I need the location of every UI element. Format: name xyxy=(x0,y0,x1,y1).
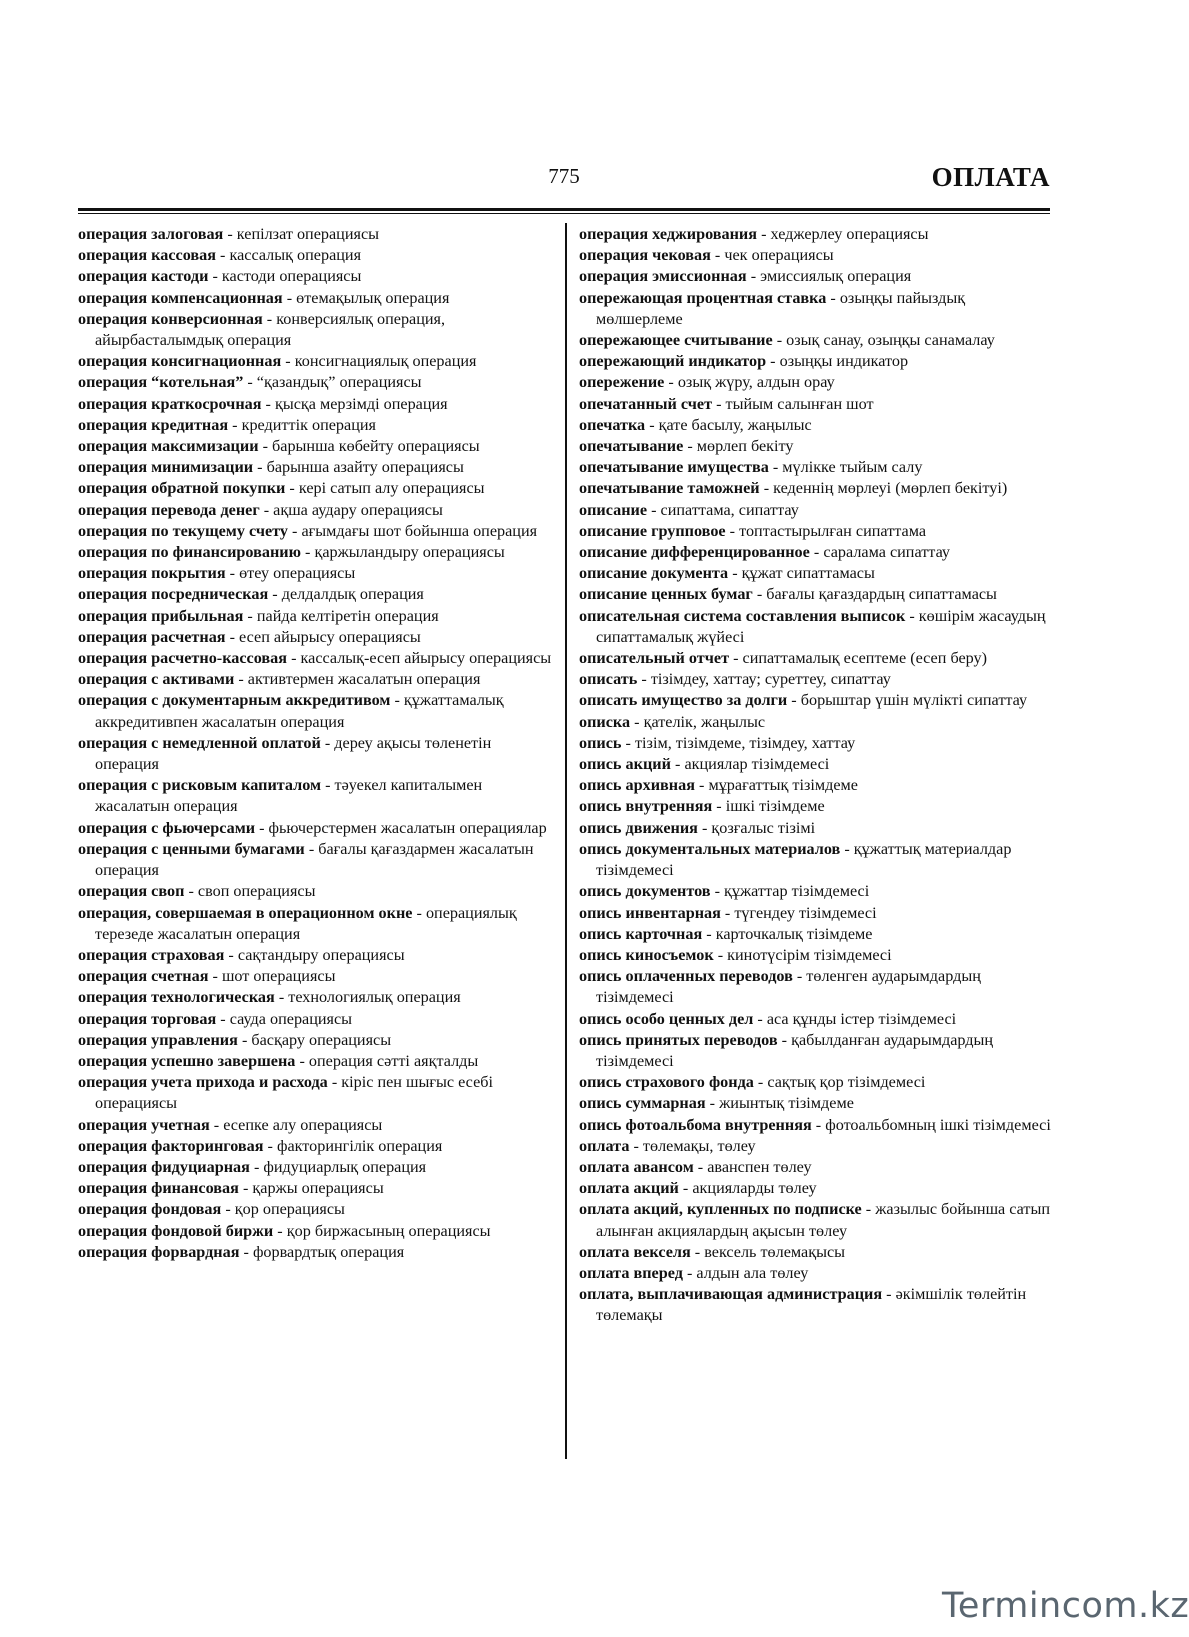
entry-definition: мұрағаттық тізімдеме xyxy=(708,776,858,795)
entry-definition: қателік, жаңылыс xyxy=(643,712,766,731)
dictionary-entry: операция своп - своп операциясы xyxy=(78,882,316,901)
dictionary-entry: операция кастоди - кастоди операциясы xyxy=(78,267,362,286)
page-number: 775 xyxy=(548,164,580,188)
dictionary-entry: опись инвентарная - түгендеу тізімдемесі xyxy=(579,903,877,922)
entry-definition: карточкалық тізімдеме xyxy=(715,924,873,943)
entry-definition: активтермен жасалатын операция xyxy=(247,670,481,689)
entry-term: операция с рисковым капиталом xyxy=(78,776,322,795)
dictionary-entry: операция с активами - активтермен жасалатын операция xyxy=(78,670,481,689)
dictionary-entry: опись документальных материалов - құжаттық материалдар тізімдемесі xyxy=(579,839,1012,880)
entry-term: операция с активами xyxy=(78,670,235,689)
entry-definition: тыйым салынған шот xyxy=(725,394,874,413)
dictionary-entry: опись суммарная - жиынтық тізімдеме xyxy=(579,1094,854,1113)
entry-definition: құжаттар тізімдемесі xyxy=(724,882,870,901)
dictionary-entry: операция факторинговая - факторингілік операция xyxy=(78,1136,443,1155)
dictionary-entry: опись карточная - карточкалық тізімдеме xyxy=(579,924,873,943)
dictionary-entry: оплата авансом - аванспен төлеу xyxy=(579,1157,812,1176)
entry-definition: озық санау, озыңқы санамалау xyxy=(786,331,995,350)
entry-definition: чек операциясы xyxy=(724,246,834,265)
entry-term: опись принятых переводов xyxy=(579,1030,778,1049)
entry-definition: кіріс пен шығыс есебі операциясы xyxy=(95,1073,493,1113)
entry-definition: дереу ақысы төленетін операция xyxy=(95,733,492,774)
entry-term: операция прибыльная xyxy=(78,606,244,625)
entry-definition: алдын ала төлеу xyxy=(696,1263,809,1282)
dictionary-entry: операция счетная - шот операциясы xyxy=(78,967,336,986)
entry-term: операция краткосрочная xyxy=(78,394,262,413)
entry-definition: кассалық операция xyxy=(229,246,362,265)
entry-term: описание групповое xyxy=(579,521,726,540)
entry-definition: операциялық терезеде жасалатын операция xyxy=(95,903,517,943)
dictionary-entry: описание ценных бумаг - бағалы қағаздардың сипаттамасы xyxy=(579,585,997,604)
header-rule-thin xyxy=(78,213,1050,214)
dictionary-entry: операция торговая - сауда операциясы xyxy=(78,1009,353,1028)
entry-definition: аванспен төлеу xyxy=(707,1157,812,1176)
entry-definition: есепке алу операциясы xyxy=(223,1115,383,1134)
dictionary-entry: опережающее считывание - озық санау, озыңқы санамалау xyxy=(579,331,995,350)
dictionary-entry: описать - тізімдеу, хаттау; суреттеу, сипаттау xyxy=(579,670,891,689)
dictionary-entry: оплата акций - акцияларды төлеу xyxy=(579,1179,817,1198)
entry-term: оплата авансом xyxy=(579,1157,694,1176)
entry-definition: сақтық қор тізімдемесі xyxy=(767,1073,926,1092)
entry-definition: сақтандыру операциясы xyxy=(237,945,405,964)
entry-term: операция кредитная xyxy=(78,415,229,434)
dictionary-entry: операция с рисковым капиталом - тәуекел капиталымен жасалатын операция xyxy=(78,776,483,816)
dictionary-entry: оплата векселя - вексель төлемақысы xyxy=(579,1242,846,1261)
entry-term: операция с документарным аккредитивом xyxy=(78,691,391,710)
dictionary-entry: опись внутренняя - ішкі тізімдеме xyxy=(579,797,825,816)
dictionary-entry: описание - сипаттама, сипаттау xyxy=(579,500,799,519)
dictionary-entry: опись движения - қозғалыс тізімі xyxy=(579,818,816,837)
entry-term: описать xyxy=(579,670,638,689)
entry-definition: әкімшілік төлейтін төлемақы xyxy=(596,1285,1027,1325)
dictionary-entry: операция максимизации - барынша көбейту операциясы xyxy=(78,437,480,456)
dictionary-entry: операция фондовой биржи - қор биржасының операциясы xyxy=(78,1221,491,1240)
dictionary-entry: описать имущество за долги - борыштар үшін мүлікті сипаттау xyxy=(579,691,1028,710)
entry-term: операция залоговая xyxy=(78,225,224,243)
dictionary-entry: опечатка - қате басылу, жаңылыс xyxy=(579,415,812,434)
dictionary-entry: операция управления - басқару операциясы xyxy=(78,1030,392,1049)
entry-term: операция технологическая xyxy=(78,988,275,1007)
entry-definition: кері сатып алу операциясы xyxy=(298,479,485,498)
entry-definition: сипаттама, сипаттау xyxy=(660,500,799,519)
entry-definition: ақша аудару операциясы xyxy=(273,500,443,519)
entry-term: опережающая процентная ставка xyxy=(579,288,827,307)
entry-definition: ішкі тізімдеме xyxy=(725,797,825,816)
dictionary-entry: опись киносъемок - кинотүсірім тізімдемесі xyxy=(579,945,892,964)
entry-term: оплата xyxy=(579,1136,630,1155)
entry-definition: кинотүсірім тізімдемесі xyxy=(727,945,892,964)
dictionary-entry: оплата акций, купленных по подписке - жазылыс бойынша сатып алынған акциялардың ақысын төлеу xyxy=(579,1200,1051,1240)
entry-definition: қаржыландыру операциясы xyxy=(314,543,505,562)
entry-definition: қаржы операциясы xyxy=(252,1179,384,1198)
entry-definition: конверсиялық операция, айырбасталымдық операция xyxy=(95,309,446,350)
entry-definition: қор биржасының операциясы xyxy=(286,1221,491,1240)
dictionary-entry: операция залоговая - кепілзат операциясы xyxy=(78,225,380,243)
entry-definition: ағымдағы шот бойынша операция xyxy=(301,521,538,540)
dictionary-entry: описка - қателік, жаңылыс xyxy=(579,712,766,731)
entry-definition: кастоди операциясы xyxy=(221,267,362,286)
entry-definition: кеденнің мөрлеуі (мөрлеп бекітуі) xyxy=(773,479,1008,498)
entry-term: опечатанный счет xyxy=(579,394,713,413)
dictionary-entry: операция, совершаемая в операционном окне - операциялық терезеде жасалатын операция xyxy=(78,903,517,943)
entry-definition: көшірім жасаудың сипаттамалық жүйесі xyxy=(596,606,1046,646)
dictionary-entry: опись оплаченных переводов - төленген аударымдардың тізімдемесі xyxy=(579,967,981,1007)
entry-term: операция компенсационная xyxy=(78,288,283,307)
entry-term: операция перевода денег xyxy=(78,500,260,519)
entry-term: операция расчетная xyxy=(78,627,226,646)
entry-term: операция покрытия xyxy=(78,564,226,583)
entry-term: опись документальных материалов xyxy=(579,839,841,858)
entry-term: операция с фьючерсами xyxy=(78,818,256,837)
dictionary-entry: описание групповое - топтастырылған сипаттама xyxy=(579,521,927,540)
dictionary-entry: операция обратной покупки - кері сатып алу операциясы xyxy=(78,479,485,498)
entry-term: операция кассовая xyxy=(78,246,216,265)
section-title: ОПЛАТА xyxy=(931,162,1050,192)
entry-definition: акцияларды төлеу xyxy=(692,1179,817,1198)
dictionary-entry: операция технологическая - технологиялық операция xyxy=(78,988,461,1007)
dictionary-entry: операция с ценными бумагами - бағалы қағаздармен жасалатын операция xyxy=(78,839,534,880)
entry-term: оплата, выплачивающая администрация xyxy=(579,1285,883,1304)
entry-definition: барынша азайту операциясы xyxy=(266,458,464,477)
entry-term: опись киносъемок xyxy=(579,945,714,964)
entry-definition: аса құнды істер тізімдемесі xyxy=(766,1009,957,1028)
entry-definition: саралама сипаттау xyxy=(823,543,951,562)
entry-definition: кепілзат операциясы xyxy=(236,225,380,243)
dictionary-entry: операция кредитная - кредиттік операция xyxy=(78,415,376,434)
entry-term: опись акций xyxy=(579,755,671,774)
entry-definition: озыңқы индикатор xyxy=(779,352,909,371)
entry-term: операция факторинговая xyxy=(78,1136,264,1155)
dictionary-entry: опережение - озық жүру, алдын орау xyxy=(579,373,835,392)
entry-term: опись документов xyxy=(579,882,711,901)
entry-definition: мүлікке тыйым салу xyxy=(782,458,923,477)
entry-term: опись движения xyxy=(579,818,698,837)
entry-definition: қысқа мерзімді операция xyxy=(274,394,448,413)
entry-definition: барынша көбейту операциясы xyxy=(272,437,480,456)
entry-definition: фьючерстермен жасалатын операциялар xyxy=(268,818,547,837)
entry-term: опечатывание таможней xyxy=(579,479,760,498)
dictionary-entry: опись фотоальбома внутренняя - фотоальбомның ішкі тізімдемесі xyxy=(579,1115,1051,1134)
entry-term: операция финансовая xyxy=(78,1179,239,1198)
entry-definition: эмиссиялық операция xyxy=(760,267,912,286)
dictionary-entry: операция краткосрочная - қысқа мерзімді операция xyxy=(78,394,448,413)
entry-definition: тізім, тізімдеме, тізімдеу, хаттау xyxy=(634,733,856,752)
right-column xyxy=(579,224,1051,1327)
entry-term: операция эмиссионная xyxy=(579,267,747,286)
entry-definition: фидуциарлық операция xyxy=(263,1157,427,1176)
dictionary-entry: операция с немедленной оплатой - дереу ақысы төленетін операция xyxy=(78,733,492,774)
entry-definition: сипаттамалық есептеме (есеп беру) xyxy=(742,649,988,668)
entry-term: опережающий индикатор xyxy=(579,352,767,371)
dictionary-entry: опережающий индикатор - озыңқы индикатор xyxy=(579,352,909,371)
entry-definition: қор операциясы xyxy=(234,1200,345,1219)
entry-term: опись суммарная xyxy=(579,1094,706,1113)
entry-term: операция посредническая xyxy=(78,585,269,604)
dictionary-entry: опечатывание - мөрлеп бекіту xyxy=(579,437,794,456)
entry-term: операция “котельная” xyxy=(78,373,244,392)
entry-term: описание документа xyxy=(579,564,729,583)
entry-definition: жиынтық тізімдеме xyxy=(719,1094,854,1113)
dictionary-entry: описание дифференцированное - саралама сипаттау xyxy=(579,543,951,562)
dictionary-entry: описательная система составления выписок - көшірім жасаудың сипаттамалық жүйесі xyxy=(579,606,1046,646)
dictionary-entry: операция покрытия - өтеу операциясы xyxy=(78,564,356,583)
entry-term: операция фондовой биржи xyxy=(78,1221,274,1240)
entry-term: опись страхового фонда xyxy=(579,1073,754,1092)
entry-term: операция максимизации xyxy=(78,437,259,456)
entry-term: опечатка xyxy=(579,415,646,434)
entry-term: опись инвентарная xyxy=(579,903,721,922)
entry-definition: жазылыс бойынша сатып алынған акциялардың ақысын төлеу xyxy=(596,1200,1051,1240)
entry-term: описать имущество за долги xyxy=(579,691,788,710)
entry-definition: своп операциясы xyxy=(197,882,316,901)
entry-term: опечатывание имущества xyxy=(579,458,769,477)
entry-term: операция с немедленной оплатой xyxy=(78,733,321,752)
entry-definition: фотоальбомның ішкі тізімдемесі xyxy=(825,1115,1051,1134)
entry-term: опечатывание xyxy=(579,437,684,456)
dictionary-entry: операция консигнационная - консигнациялық операция xyxy=(78,352,477,371)
dictionary-entry: операция эмиссионная - эмиссиялық операция xyxy=(579,267,912,286)
entry-definition: факторингілік операция xyxy=(276,1136,443,1155)
entry-definition: акциялар тізімдемесі xyxy=(684,755,830,774)
entry-definition: кредиттік операция xyxy=(241,415,376,434)
entry-definition: төлемақы, төлеу xyxy=(642,1136,756,1155)
entry-definition: вексель төлемақысы xyxy=(704,1242,846,1261)
entry-term: опись xyxy=(579,733,622,752)
entry-term: операция расчетно-кассовая xyxy=(78,649,288,668)
entry-term: оплата акций xyxy=(579,1179,679,1198)
dictionary-entry: операция расчетная - есеп айырысу операциясы xyxy=(78,627,421,646)
entry-term: операция хеджирования xyxy=(579,225,758,243)
entry-term: оплата вперед xyxy=(579,1263,683,1282)
column-divider xyxy=(565,223,567,1459)
dictionary-entry: операция минимизации - барынша азайту операциясы xyxy=(78,458,464,477)
entry-term: операция, совершаемая в операционном окне xyxy=(78,903,413,922)
entry-definition: озыңқы пайыздық мөлшерлеме xyxy=(596,288,966,328)
entry-term: операция управления xyxy=(78,1030,238,1049)
entry-definition: өтеу операциясы xyxy=(239,564,356,583)
entry-term: операция с ценными бумагами xyxy=(78,839,305,858)
entry-definition: түгендеу тізімдемесі xyxy=(734,903,877,922)
dictionary-entry: опись принятых переводов - қабылданған аударымдардың тізімдемесі xyxy=(579,1030,994,1070)
dictionary-entry: операция чековая - чек операциясы xyxy=(579,246,834,265)
dictionary-entry: операция форвардная - форвардтық операция xyxy=(78,1242,405,1261)
dictionary-entry: операция успешно завершена - операция сәтті аяқталды xyxy=(78,1051,479,1070)
dictionary-entry: опечатывание имущества - мүлікке тыйым салу xyxy=(579,458,923,477)
dictionary-entry: операция с фьючерсами - фьючерстермен жасалатын операциялар xyxy=(78,818,547,837)
entry-term: операция успешно завершена xyxy=(78,1051,296,1070)
entry-term: операция торговая xyxy=(78,1009,217,1028)
entry-definition: төленген аударымдардың тізімдемесі xyxy=(596,967,981,1007)
entry-term: описка xyxy=(579,712,631,731)
entry-definition: құжаттамалық аккредитивпен жасалатын операция xyxy=(95,691,504,731)
dictionary-entry: операция кассовая - кассалық операция xyxy=(78,246,362,265)
dictionary-entry: опечатанный счет - тыйым салынған шот xyxy=(579,394,874,413)
entry-definition: хеджерлеу операциясы xyxy=(770,225,929,243)
entry-term: операция обратной покупки xyxy=(78,479,286,498)
entry-term: операция консигнационная xyxy=(78,352,282,371)
entry-term: оплата векселя xyxy=(579,1242,691,1261)
entry-term: операция кастоди xyxy=(78,267,209,286)
dictionary-entry: опись документов - құжаттар тізімдемесі xyxy=(579,882,870,901)
dictionary-entry: операция расчетно-кассовая - кассалық-есеп айырысу операциясы xyxy=(78,649,552,668)
entry-term: операция чековая xyxy=(579,246,711,265)
entry-definition: пайда келтіретін операция xyxy=(256,606,439,625)
dictionary-entry: опережающая процентная ставка - озыңқы пайыздық мөлшерлеме xyxy=(579,288,966,328)
dictionary-entry: описательный отчет - сипаттамалық есептеме (есеп беру) xyxy=(579,649,988,668)
dictionary-entry: операция фидуциарная - фидуциарлық операция xyxy=(78,1157,427,1176)
entry-definition: бағалы қағаздардың сипаттамасы xyxy=(766,585,997,604)
entry-term: операция фондовая xyxy=(78,1200,222,1219)
entry-definition: өтемақылық операция xyxy=(296,288,450,307)
entry-term: описательная система составления выписок xyxy=(579,606,906,625)
entry-definition: қозғалыс тізімі xyxy=(711,818,816,837)
entry-definition: делдалдық операция xyxy=(281,585,424,604)
entry-term: описание дифференцированное xyxy=(579,543,810,562)
entry-definition: мөрлеп бекіту xyxy=(696,437,794,456)
dictionary-entry: операция учетная - есепке алу операциясы xyxy=(78,1115,383,1134)
entry-term: опись архивная xyxy=(579,776,695,795)
dictionary-entry: операция по текущему счету - ағымдағы шот бойынша операция xyxy=(78,521,538,540)
dictionary-entry: операция компенсационная - өтемақылық операция xyxy=(78,288,450,307)
entry-term: опись фотоальбома внутренняя xyxy=(579,1115,812,1134)
entry-term: опережающее считывание xyxy=(579,331,773,350)
entry-term: операция форвардная xyxy=(78,1242,240,1261)
entry-definition: озық жүру, алдын орау xyxy=(677,373,835,392)
entry-term: опись особо ценных дел xyxy=(579,1009,754,1028)
left-column xyxy=(78,224,554,1263)
dictionary-entry: операция страховая - сақтандыру операциясы xyxy=(78,945,405,964)
entry-definition: консигнациялық операция xyxy=(294,352,477,371)
dictionary-entry: операция фондовая - қор операциясы xyxy=(78,1200,345,1219)
entry-term: операция страховая xyxy=(78,945,225,964)
dictionary-entry: опись акций - акциялар тізімдемесі xyxy=(579,755,830,774)
header-rule-thick xyxy=(78,208,1050,211)
entry-definition: құжат сипаттамасы xyxy=(741,564,875,583)
dictionary-entry: оплата - төлемақы, төлеу xyxy=(579,1136,756,1155)
entry-term: операция минимизации xyxy=(78,458,254,477)
entry-definition: басқару операциясы xyxy=(251,1030,392,1049)
entry-term: опись внутренняя xyxy=(579,797,713,816)
dictionary-entry: оплата, выплачивающая администрация - әкімшілік төлейтін төлемақы xyxy=(579,1285,1027,1325)
entry-term: опись карточная xyxy=(579,924,703,943)
entry-definition: форвардтық операция xyxy=(252,1242,405,1261)
dictionary-entry: операция конверсионная - конверсиялық операция, айырбасталымдық операция xyxy=(78,309,446,350)
entry-term: опись оплаченных переводов xyxy=(579,967,793,986)
entry-term: операция конверсионная xyxy=(78,309,263,328)
entry-term: операция учета прихода и расхода xyxy=(78,1073,328,1092)
dictionary-entry: операция “котельная” - “қазандық” операциясы xyxy=(78,373,422,392)
entry-definition: қате басылу, жаңылыс xyxy=(658,415,812,434)
entry-term: описание xyxy=(579,500,648,519)
dictionary-entry: операция хеджирования - хеджерлеу операциясы xyxy=(579,225,929,243)
entry-term: операция по финансированию xyxy=(78,543,301,562)
entry-definition: сауда операциясы xyxy=(229,1009,353,1028)
entry-term: операция учетная xyxy=(78,1115,210,1134)
entry-definition: есеп айырысу операциясы xyxy=(239,627,421,646)
entry-term: операция счетная xyxy=(78,967,209,986)
entry-term: описательный отчет xyxy=(579,649,730,668)
entry-definition: қабылданған аударымдардың тізімдемесі xyxy=(596,1030,994,1070)
dictionary-entry: опись особо ценных дел - аса құнды істер тізімдемесі xyxy=(579,1009,957,1028)
entry-term: операция по текущему счету xyxy=(78,521,288,540)
entry-definition: “қазандық” операциясы xyxy=(256,373,422,392)
dictionary-entry: операция с документарным аккредитивом - құжаттамалық аккредитивпен жасалатын операция xyxy=(78,691,504,731)
dictionary-entry: операция учета прихода и расхода - кіріс пен шығыс есебі операциясы xyxy=(78,1073,493,1113)
entry-definition: тәуекел капиталымен жасалатын операция xyxy=(95,776,483,816)
page-header xyxy=(78,160,1050,210)
entry-term: операция своп xyxy=(78,882,185,901)
entry-definition: кассалық-есеп айырысу операциясы xyxy=(300,649,552,668)
dictionary-entry: опись архивная - мұрағаттық тізімдеме xyxy=(579,776,858,795)
dictionary-entry: описание документа - құжат сипаттамасы xyxy=(579,564,875,583)
dictionary-entry: операция по финансированию - қаржыландыру операциясы xyxy=(78,543,505,562)
dictionary-entry: операция прибыльная - пайда келтіретін операция xyxy=(78,606,439,625)
entry-definition: борыштар үшін мүлікті сипаттау xyxy=(800,691,1028,710)
entry-term: оплата акций, купленных по подписке xyxy=(579,1200,862,1219)
entry-definition: тізімдеу, хаттау; суреттеу, сипаттау xyxy=(650,670,891,689)
dictionary-entry: оплата вперед - алдын ала төлеу xyxy=(579,1263,809,1282)
entry-term: операция фидуциарная xyxy=(78,1157,250,1176)
dictionary-entry: операция финансовая - қаржы операциясы xyxy=(78,1179,384,1198)
dictionary-entry: операция посредническая - делдалдық операция xyxy=(78,585,424,604)
entry-definition: бағалы қағаздармен жасалатын операция xyxy=(95,839,534,880)
entry-term: описание ценных бумаг xyxy=(579,585,753,604)
dictionary-entry: опись страхового фонда - сақтық қор тізімдемесі xyxy=(579,1073,926,1092)
entry-definition: технологиялық операция xyxy=(288,988,461,1007)
dictionary-entry: опись - тізім, тізімдеме, тізімдеу, хаттау xyxy=(579,733,856,752)
dictionary-entry: опечатывание таможней - кеденнің мөрлеуі (мөрлеп бекітуі) xyxy=(579,479,1008,498)
watermark-logo: Termincom.kz xyxy=(942,1586,1189,1626)
entry-definition: операция сәтті аяқталды xyxy=(308,1051,479,1070)
entry-definition: топтастырылған сипаттама xyxy=(739,521,927,540)
entry-term: опережение xyxy=(579,373,665,392)
entry-definition: құжаттық материалдар тізімдемесі xyxy=(596,839,1012,880)
dictionary-entry: операция перевода денег - ақша аудару операциясы xyxy=(78,500,443,519)
entry-definition: шот операциясы xyxy=(221,967,336,986)
